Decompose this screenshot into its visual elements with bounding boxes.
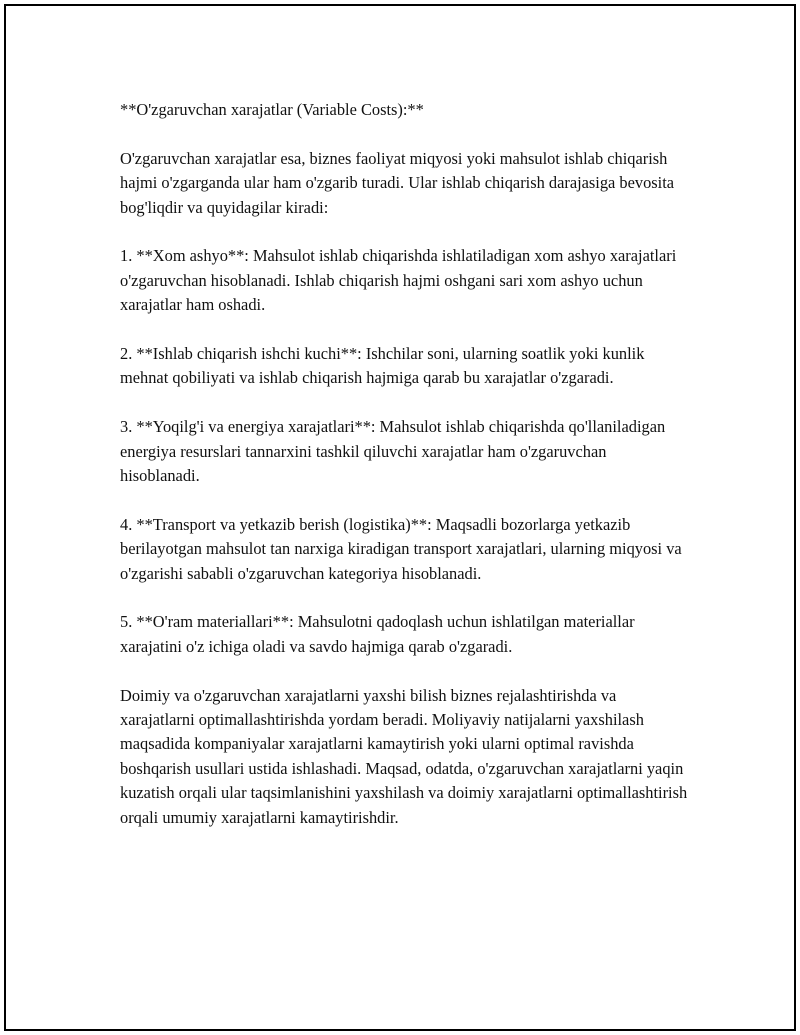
page-frame [4,4,796,1031]
list-item-energy: 3. **Yoqilg'i va energiya xarajatlari**: Mahsulot ishlab chiqarishda qo'llaniladigan energiya resurslari tannarxini tashkil qiluvchi xarajatlar ham o'zgaruvchan hisoblanadi. [120,417,666,486]
list-item-raw-materials: 1. **Xom ashyo**: Mahsulot ishlab chiqarishda ishlatiladigan xom ashyo xarajatlari o'zgaruvchan hisoblanadi. Ishlab chiqarish hajmi oshgani sari xom ashyo uchun xarajatlar ham oshadi. [120,246,677,315]
list-item-packaging: 5. **O'ram materiallari**: Mahsulotni qadoqlash uchun ishlatilgan materiallar xarajatini o'z ichiga oladi va savdo hajmiga qarab o'zgaradi. [120,612,635,656]
list-item-labor: 2. **Ishlab chiqarish ishchi kuchi**: Ishchilar soni, ularning soatlik yoki kunlik mehnat qobiliyati va ishlab chiqarish hajmiga qarab bu xarajatlar o'zgaradi. [120,344,645,388]
intro-paragraph: O'zgaruvchan xarajatlar esa, biznes faoliyat miqyosi yoki mahsulot ishlab chiqarish hajmi o'zgarganda ular ham o'zgarib turadi. Ular ishlab chiqarish darajasiga bevosita bog'liqdir va quyidagilar kiradi: [120,148,675,217]
section-heading: **O'zgaruvchan xarajatlar (Variable Costs):** [120,100,424,119]
list-item-logistics: 4. **Transport va yetkazib berish (logistika)**: Maqsadli bozorlarga yetkazib berilayotgan mahsulot tan narxiga kiradigan transport xarajatlari, ularning miqyosi va o'zgarishi sababli o'zgaruvchan kategoriya hisoblanadi. [120,514,682,583]
conclusion-paragraph: Doimiy va o'zgaruvchan xarajatlarni yaxshi bilish biznes rejalashtirishda va xarajatlarni optimallashtirishda yordam beradi. Moliyaviy natijalarni yaxshilash maqsadida kompaniyalar xarajatlarni kamaytirish yoki ularni optimal ravishda boshqarish usullari ustida ishlashadi. Maqsad, odatda, o'zgaruvchan xarajatlarni yaqin kuzatish orqali ular taqsimlanishini yaxshilash va doimiy xarajatlarni optimallashtirish orqali umumiy xarajatlarni kamaytirishdir. [120,685,688,827]
document-body [120,98,690,854]
